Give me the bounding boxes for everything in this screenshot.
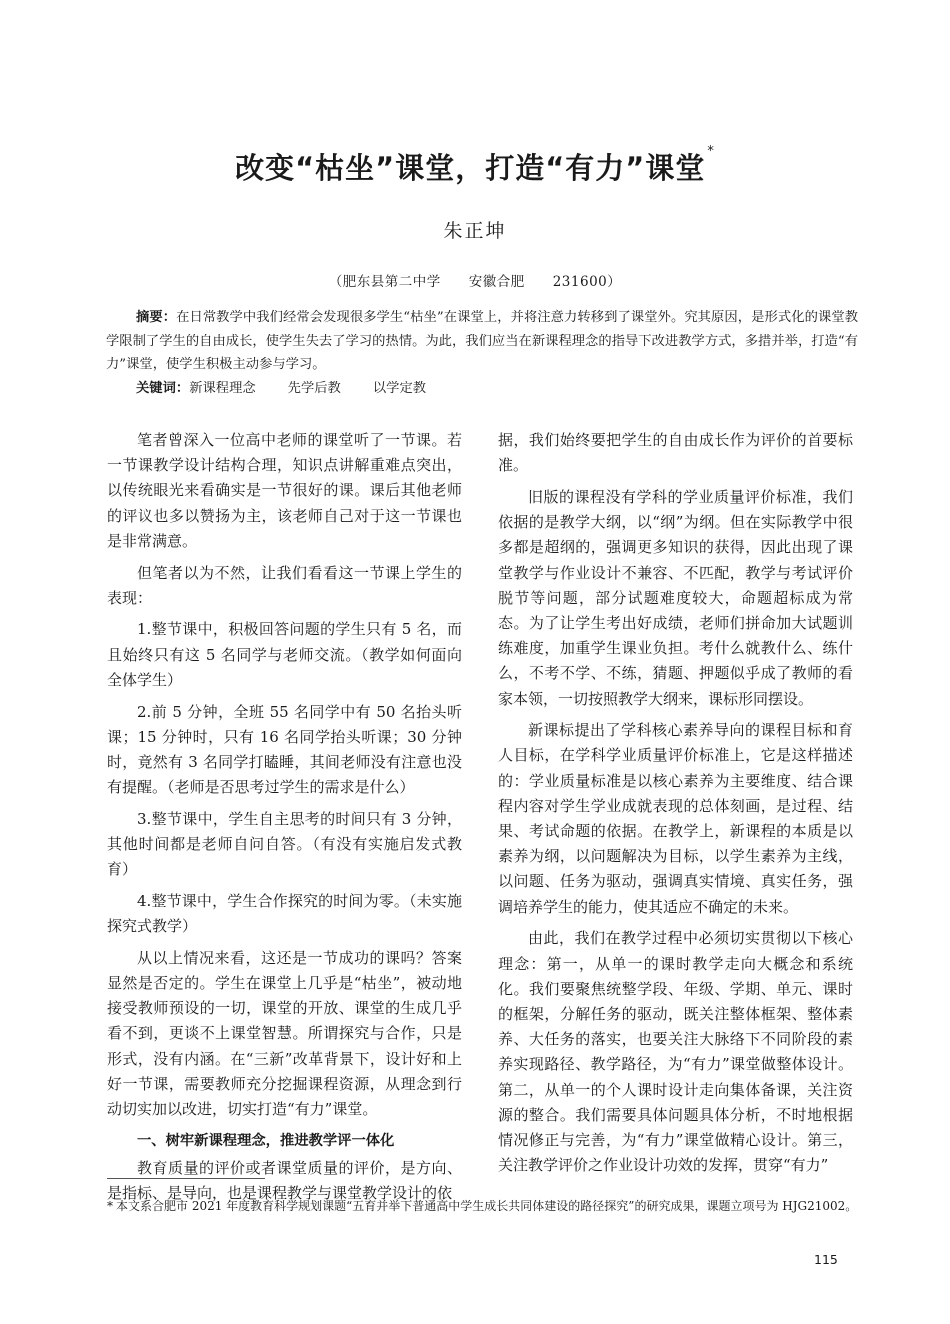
keywords-label: 关键词：	[136, 380, 190, 396]
right-column	[498, 428, 853, 1185]
article-title	[0, 146, 950, 187]
keyword: 新课程理念	[189, 380, 256, 396]
body-paragraph: 3.整节课中，学生自主思考的时间只有 3 分钟，其他时间都是老师自问自答。（有没有实施启发式教育）	[107, 809, 462, 879]
affiliation	[0, 270, 950, 290]
abstract-paragraph	[106, 306, 858, 377]
footnote-mark: *	[107, 1199, 113, 1213]
body-paragraph: 2.前 5 分钟，全班 55 名同学中有 50 名抬头听课；15 分钟时，只有 16 名同学抬头听课；30 分钟时，竟然有 3 名同学打瞌睡，其间老师没有注意也没有提醒。（老师是否思考过学生的需求是什么）	[107, 702, 462, 797]
author-name: 朱正坤	[443, 220, 507, 242]
body-paragraph: 旧版的课程没有学科的学业质量评价标准，我们依据的是教学大纲，以“纲”为纲。但在实际教学中很多都是超纲的，强调更多知识的获得，因此出现了课堂教学与作业设计不兼容、不匹配，教学与考试评价脱节等问题，部分试题难度较大，命题超标成为常态。为了让学生考出好成绩，老师们拼命加大试题训练难度，加重学生课业负担。考什么就教什么、练什么，不考不学、不练，猜题、押题似乎成了教师的看家本领，一切按照教学大纲来，课标形同摆设。	[498, 487, 853, 708]
body-paragraph: 从以上情况来看，这还是一节成功的课吗？答案显然是否定的。学生在课堂上几乎是“枯坐”，被动地接受教师预设的一切，课堂的开放、课堂的生成几乎看不到，更谈不上课堂智慧。所谓探究与合作，只是形式，没有内涵。在“三新”改革背景下，设计好和上好一节课，需要教师充分挖掘课程资源，从理念到行动切实加以改进，切实打造“有力”课堂。	[107, 948, 462, 1119]
body-paragraph: 笔者曾深入一位高中老师的课堂听了一节课。若一节课教学设计结构合理，知识点讲解重难点突出，以传统眼光来看确实是一节很好的课。课后其他老师的评议也多以赞扬为主，该老师自己对于这一节课也是非常满意。	[107, 431, 462, 550]
body-paragraph: 教育质量的评价或者课堂质量的评价，是方向、是指标、是导向，也是课程教学与课堂教学设计的依	[107, 1158, 462, 1203]
body-paragraph: 新课标提出了学科核心素养导向的课程目标和育人目标，在学科学业质量评价标准上，它是这样描述的：学业质量标准是以核心素养为主要维度、结合课程内容对学生学业成就表现的总体刻画，是过程、结果、考试命题的依据。在教学上，新课程的本质是以素养为纲，以问题解决为目标，以学生素养为主线，以问题、任务为驱动，强调真实情境、真实任务，强调培养学生的能力，使其适应不确定的未来。	[498, 721, 853, 916]
affiliation-open-paren: （	[328, 274, 343, 290]
footnote	[107, 1196, 859, 1216]
body-paragraph: 1.整节课中，积极回答问题的学生只有 5 名，而且始终只有这 5 名同学与老师交流。（教学如何面向全体学生）	[107, 620, 462, 689]
keyword: 以学定教	[372, 380, 427, 396]
title-footnote-mark: *	[707, 144, 715, 159]
abstract-label: 摘要：	[136, 310, 177, 325]
section-heading: 一、树牢新课程理念，推进教学评一体化	[137, 1132, 395, 1149]
affiliation-school: 肥东县第二中学	[342, 274, 441, 290]
body-paragraph: 由此，我们在教学过程中必须切实贯彻以下核心理念：第一，从单一的课时教学走向大概念和系统化。我们要聚焦统整学段、年级、学期、单元、课时的框架，分解任务的驱动，既关注整体框架、整体素养、大任务的落实，也要关注大脉络下不同阶段的素养实现路径、教学路径，为“有力”课堂做整体设计。第二，从单一的个人课时设计走向集体备课，关注资源的整合。我们需要具体问题具体分析，不时地根据情况修正与完善，为“有力”课堂做精心设计。第三，关注教学评价之作业设计功效的发挥，贯穿“有力”	[498, 929, 853, 1175]
affiliation-place: 安徽合肥	[468, 274, 525, 290]
abstract-block	[106, 306, 858, 400]
body-paragraph: 但笔者以为不然，让我们看看这一节课上学生的表现：	[107, 563, 462, 607]
footnote-divider	[107, 1178, 265, 1179]
left-column	[107, 428, 462, 1213]
keyword: 先学后教	[287, 380, 341, 396]
keywords-line	[106, 377, 858, 401]
body-paragraph-continued: 据，我们始终要把学生的自由成长作为评价的首要标准。	[498, 431, 853, 475]
affiliation-postcode: 231600	[552, 274, 608, 290]
footnote-text: 本文系合肥市 2021 年度教育科学规划课题“五育并举下普通高中学生成长共同体建设的路径探究”的研究成果，课题立项号为 HJG21002。	[116, 1199, 858, 1213]
title-text: 改变“枯坐”课堂，打造“有力”课堂	[235, 151, 706, 185]
page-number: 115	[814, 1252, 838, 1267]
affiliation-close-paren: ）	[607, 274, 622, 290]
abstract-text: 在日常教学中我们经常会发现很多学生“枯坐”在课堂上，并将注意力转移到了课堂外。究其原因，是形式化的课堂教学限制了学生的自由成长，使学生失去了学习的热情。为此，我们应当在新课程理念的指导下改进教学方式，多措并举，打造“有力”课堂，使学生积极主动参与学习。	[106, 310, 858, 372]
body-paragraph: 4.整节课中，学生合作探究的时间为零。（未实施探究式教学）	[107, 891, 462, 936]
